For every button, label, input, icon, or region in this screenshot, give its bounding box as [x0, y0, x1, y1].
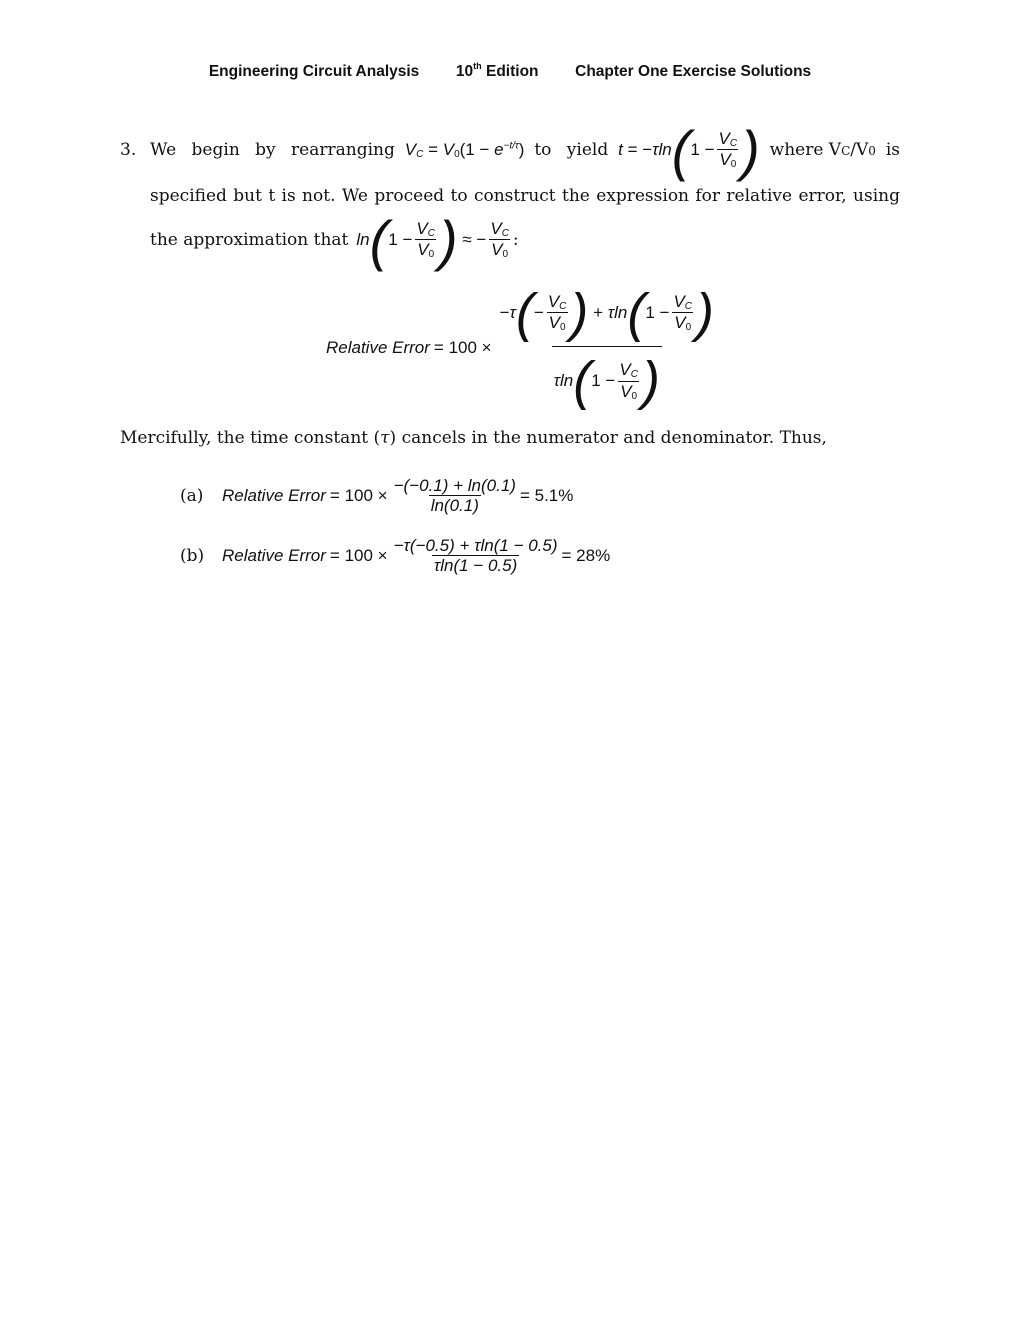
line1-text-d: is: [885, 140, 900, 160]
equation-part-a: [180, 470, 573, 522]
part-a-times: = 100 ×: [329, 486, 388, 505]
edition-number: 10: [455, 63, 474, 80]
part-a-label: (a): [180, 486, 204, 506]
book-title: Engineering Circuit Analysis: [208, 63, 420, 80]
problem-line-2: specified but t is not. We proceed to construct the expression for relative error, using: [150, 186, 900, 206]
general-fraction: − τ ( − $\frac{VC}{V0}$ ) + τln ( 1 − $\frac{VC}{V0}$ ) τln ( 1 − $\frac{VC}{V0}$ ): [498, 282, 716, 414]
part-b-numerator: −τ(−0.5) + τln(1 − 0.5): [393, 535, 558, 555]
problem-line-1: [150, 118, 900, 182]
problem-line-3: [150, 208, 519, 272]
edition: [456, 61, 539, 81]
line1-text-b: to yield: [534, 140, 609, 160]
equation-vc-charge: VC = $V0(1 - e^{-t/\tau})$: [404, 140, 525, 160]
equation-relative-error-general: [326, 283, 718, 412]
equation-part-b: [180, 530, 610, 582]
line3-text: the approximation that: [150, 230, 349, 250]
edition-word: Edition: [485, 63, 539, 80]
equation-t-solved: t = − τln ( 1 − $\frac{VC}{V0}$ ): [618, 118, 760, 182]
part-a-denominator: ln(0.1): [430, 496, 479, 516]
relative-error-label: Relative Error: [326, 338, 430, 357]
equation-approximation: ln ( 1 − $\frac{VC}{V0}$ ) ≈ − $\frac{VC}{V0}$: [356, 208, 509, 272]
times-100: = 100 ×: [433, 338, 492, 357]
chapter-title: Chapter One Exercise Solutions: [575, 63, 812, 80]
line1-text-a: We begin by rearranging: [150, 140, 395, 160]
part-a-relative-error-label: Relative Error: [222, 486, 326, 505]
page-header: [0, 61, 1020, 81]
part-a-result: = 5.1%: [519, 486, 574, 505]
edition-suffix: th: [473, 61, 482, 71]
part-a-fraction: [392, 476, 518, 517]
part-b-result: = 28%: [561, 546, 611, 565]
part-b-fraction: [392, 536, 560, 577]
problem-number: 3.: [120, 140, 137, 160]
line1-text-c: where VC/V0: [769, 140, 876, 160]
part-b-denominator: τln(1 − 0.5): [433, 556, 518, 576]
part-b-times: = 100 ×: [329, 546, 388, 565]
part-a-numerator: −(−0.1) + ln(0.1): [393, 475, 516, 495]
line3-colon: :: [512, 230, 519, 250]
part-b-relative-error-label: Relative Error: [222, 546, 326, 565]
part-b-label: (b): [180, 546, 205, 566]
mercifully-line: Mercifully, the time constant (τ) cancels in the numerator and denominator. Thus,: [120, 428, 827, 448]
